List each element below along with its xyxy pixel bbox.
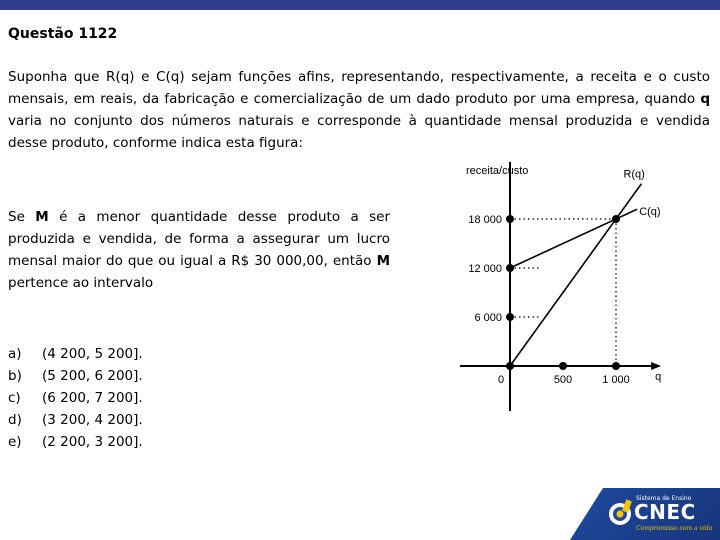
cost-line-c-label: C(q): [639, 206, 661, 219]
y-tick-label: 6 000: [474, 312, 502, 324]
y-tick-label: 12 000: [468, 263, 502, 275]
option-label: c): [8, 390, 21, 406]
option-text: (3 200, 4 200].: [42, 412, 143, 428]
cnec-emblem-icon: [608, 498, 632, 528]
option-a[interactable]: [8, 343, 143, 365]
x-axis-arrow: [651, 362, 661, 370]
data-point: [506, 215, 514, 223]
x-axis-label: q: [655, 371, 662, 383]
option-label: d): [8, 412, 22, 428]
option-text: (2 200, 3 200].: [42, 434, 143, 450]
option-label: e): [8, 434, 22, 450]
data-point: [506, 264, 514, 272]
x-tick-label: 1 000: [602, 374, 630, 386]
question-text-1: Se: [8, 209, 36, 225]
revenue-line-r-label: R(q): [623, 168, 645, 181]
logo-subtitle: Sistema de Ensino: [636, 495, 692, 502]
option-label: a): [8, 346, 22, 362]
logo-tagline: Compromisso com a vida: [636, 525, 713, 532]
intro-paragraph: [8, 66, 710, 154]
option-text: (4 200, 5 200].: [42, 346, 143, 362]
option-d[interactable]: [8, 409, 143, 431]
question-var-m: M: [35, 209, 49, 225]
logo-name: CNEC: [634, 500, 696, 524]
data-point: [612, 215, 620, 223]
question-text-3: pertence ao intervalo: [8, 275, 154, 291]
data-point: [506, 313, 514, 321]
option-b[interactable]: [8, 365, 143, 387]
data-point: [612, 362, 620, 370]
top-bar: [0, 0, 720, 10]
question-text-2: é a menor quantidade desse produto a ser produzida e vendida, de forma a assegurar um lucro mensal maior do que ou igual a R$ 30 000,00, então: [8, 209, 391, 269]
y-tick-label: 18 000: [468, 214, 502, 226]
revenue-line-r: [510, 184, 641, 366]
option-c[interactable]: [8, 387, 143, 409]
question-paragraph: [8, 206, 390, 294]
data-point: [506, 362, 514, 370]
answer-options: [8, 343, 143, 453]
option-label: b): [8, 368, 22, 384]
x-tick-label: 0: [498, 374, 505, 386]
y-axis-label: receita/custo: [466, 164, 529, 177]
question-var-m-2: M: [376, 253, 390, 269]
intro-text-1: Suponha que R(q) e C(q) sejam funções afins, representando, respectivamente, a receita e o custo mensais, em reais, da fabricação e comercialização de um dado produto por uma empresa, quando: [8, 69, 710, 107]
option-text: (5 200, 6 200].: [42, 368, 143, 384]
x-tick-label: 500: [553, 374, 573, 386]
option-e[interactable]: [8, 431, 143, 453]
data-point: [559, 362, 567, 370]
cnec-logo: [570, 488, 720, 540]
option-text: (6 200, 7 200].: [42, 390, 143, 406]
question-title: Questão 1122: [8, 26, 118, 42]
intro-text-2: varia no conjunto dos números naturais e corresponde à quantidade mensal produzida e vendida desse produto, conforme indica esta figura:: [8, 113, 710, 151]
intro-var-q: q: [700, 91, 710, 107]
revenue-cost-graph: [430, 148, 715, 418]
